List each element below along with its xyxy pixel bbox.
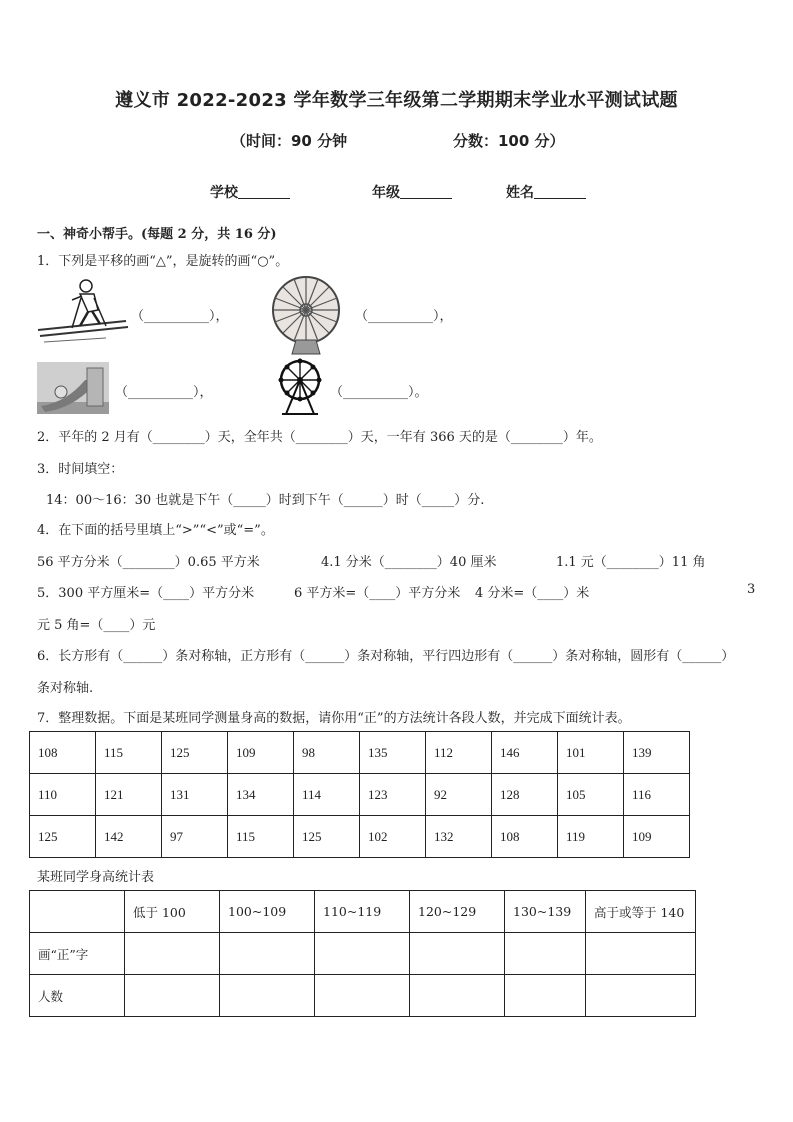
question-3: 3．时间填空： <box>37 462 124 477</box>
ferris-wheel-black-image <box>276 358 324 416</box>
exam-time: （时间：90 分钟 <box>231 132 348 150</box>
question-5-b: 6 平方米=（____）平方分米 <box>294 586 461 601</box>
ferris-wheel-image <box>270 274 342 356</box>
skier-image <box>36 276 131 346</box>
section-heading: 一、神奇小帮手。(每题 2 分，共 16 分) <box>37 227 277 242</box>
table-cell: 102 <box>360 816 426 858</box>
answer-blank-c[interactable]: （__________）， <box>115 385 213 400</box>
header-cell: 120~129 <box>410 891 505 933</box>
table-cell: 101 <box>558 732 624 774</box>
grade-blank[interactable] <box>400 184 452 199</box>
question-1: 1．下列是平移的画“△”，是旋转的画“○”。 <box>37 254 289 269</box>
grade-label: 年级 <box>372 185 400 201</box>
question-5-c: 4 分米=（____）米 <box>475 586 590 601</box>
height-stat-table <box>29 890 696 1017</box>
table-cell: 115 <box>228 816 294 858</box>
slide-image <box>37 362 109 414</box>
question-5-d: 3 <box>747 582 756 597</box>
table-cell: 105 <box>558 774 624 816</box>
school-blank[interactable] <box>238 184 290 199</box>
table-cell: 139 <box>624 732 690 774</box>
name-blank[interactable] <box>534 184 586 199</box>
answer-cell[interactable] <box>505 933 586 975</box>
question-4-b: 4.1 分米（________）40 厘米 <box>321 555 497 570</box>
table-cell: 135 <box>360 732 426 774</box>
table-cell: 121 <box>96 774 162 816</box>
row-label: 画“正”字 <box>30 933 125 975</box>
table-cell: 125 <box>294 816 360 858</box>
header-cell: 110~119 <box>315 891 410 933</box>
header-cell: 低于 100 <box>125 891 220 933</box>
header-cell: 高于或等于 140 <box>586 891 696 933</box>
answer-cell[interactable] <box>125 933 220 975</box>
question-6-cont: 条对称轴. <box>37 681 94 696</box>
table-cell: 132 <box>426 816 492 858</box>
exam-score: 分数：100 分） <box>453 132 565 150</box>
table-row <box>30 975 696 1017</box>
question-5-a: 5．300 平方厘米=（____）平方分米 <box>37 586 255 601</box>
question-7: 7．整理数据。下面是某班同学测量身高的数据，请你用“正”的方法统计各段人数，并完成下面统计表。 <box>37 711 631 726</box>
table-cell: 112 <box>426 732 492 774</box>
table-cell: 110 <box>30 774 96 816</box>
table-row <box>30 774 690 816</box>
question-6: 6．长方形有（______）条对称轴，正方形有（______）条对称轴，平行四边形有（______）条对称轴，圆形有（______） <box>37 649 735 664</box>
answer-cell[interactable] <box>220 975 315 1017</box>
table-cell: 108 <box>30 732 96 774</box>
table-cell: 128 <box>492 774 558 816</box>
question-4: 4．在下面的括号里填上“>”“<”或“=”。 <box>37 523 274 538</box>
table-row <box>30 732 690 774</box>
table-cell: 125 <box>162 732 228 774</box>
answer-cell[interactable] <box>505 975 586 1017</box>
school-field <box>210 182 290 202</box>
answer-cell[interactable] <box>410 975 505 1017</box>
table-cell: 115 <box>96 732 162 774</box>
answer-blank-a[interactable]: （__________）， <box>131 309 229 324</box>
table-cell: 119 <box>558 816 624 858</box>
table-header-row <box>30 891 696 933</box>
name-label: 姓名 <box>506 185 534 201</box>
answer-cell[interactable] <box>410 933 505 975</box>
school-label: 学校 <box>210 185 238 201</box>
question-5-e: 元 5 角=（____）元 <box>37 618 156 633</box>
answer-cell[interactable] <box>586 933 696 975</box>
table-cell: 116 <box>624 774 690 816</box>
question-2: 2．平年的 2 月有（________）天，全年共（________）天，一年有 366 天的是（________）年。 <box>37 430 602 445</box>
grade-field <box>372 182 452 202</box>
question-4-a: 56 平方分米（________）0.65 平方米 <box>37 555 260 570</box>
table-cell: 97 <box>162 816 228 858</box>
header-cell: 130~139 <box>505 891 586 933</box>
row-label: 人数 <box>30 975 125 1017</box>
stat-table-title: 某班同学身高统计表 <box>37 870 155 885</box>
answer-cell[interactable] <box>586 975 696 1017</box>
table-cell: 114 <box>294 774 360 816</box>
question-4-c: 1.1 元（________）11 角 <box>556 555 706 570</box>
page-title: 遵义市 2022-2023 学年数学三年级第二学期期末学业水平测试试题 <box>115 90 678 111</box>
answer-blank-b[interactable]: （__________）， <box>355 309 453 324</box>
table-cell: 109 <box>624 816 690 858</box>
table-cell: 109 <box>228 732 294 774</box>
table-cell: 92 <box>426 774 492 816</box>
table-cell: 123 <box>360 774 426 816</box>
answer-cell[interactable] <box>220 933 315 975</box>
table-cell: 108 <box>492 816 558 858</box>
header-cell <box>30 891 125 933</box>
name-field <box>506 182 586 202</box>
answer-cell[interactable] <box>315 933 410 975</box>
table-cell: 134 <box>228 774 294 816</box>
question-3-line: 14：00～16：30 也就是下午（_____）时到下午（______）时（_____）分. <box>46 493 485 508</box>
answer-cell[interactable] <box>315 975 410 1017</box>
table-row <box>30 933 696 975</box>
answer-cell[interactable] <box>125 975 220 1017</box>
table-cell: 98 <box>294 732 360 774</box>
table-cell: 131 <box>162 774 228 816</box>
header-cell: 100~109 <box>220 891 315 933</box>
height-data-table <box>29 731 690 858</box>
table-row <box>30 816 690 858</box>
table-cell: 125 <box>30 816 96 858</box>
table-cell: 142 <box>96 816 162 858</box>
table-cell: 146 <box>492 732 558 774</box>
answer-blank-d[interactable]: （__________）。 <box>330 385 428 400</box>
